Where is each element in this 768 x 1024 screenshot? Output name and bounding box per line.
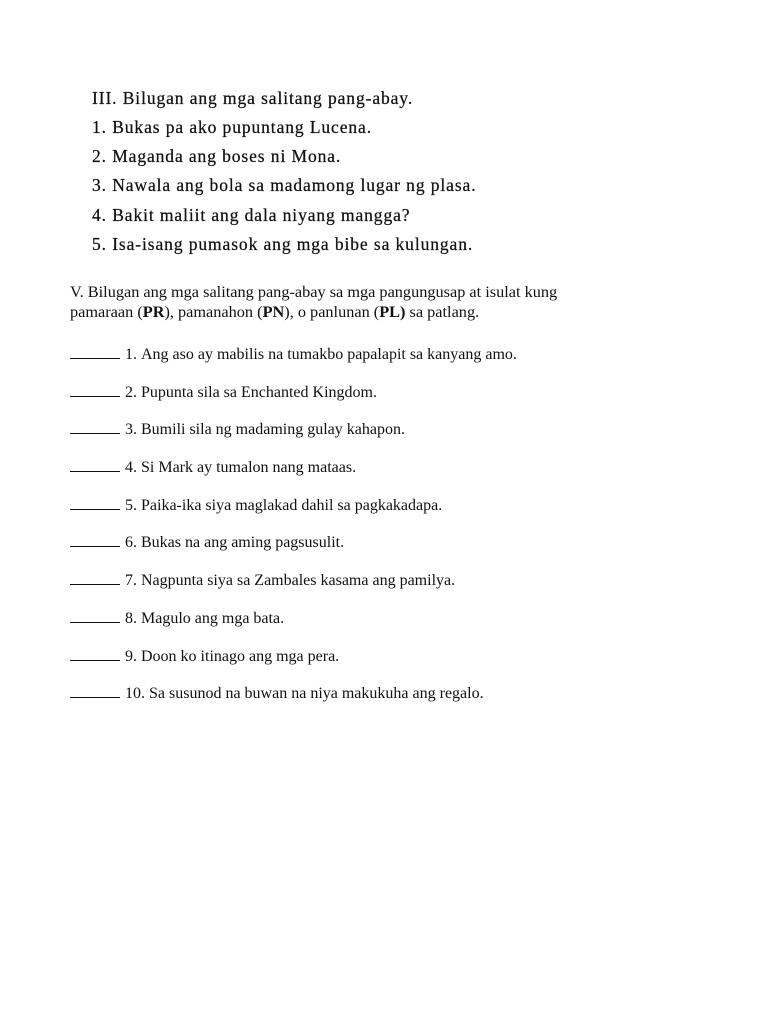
code-pl: PL) <box>379 301 406 321</box>
section-v-instruction <box>70 282 750 321</box>
section-iii-item: 1. Bukas pa ako pupuntang Lucena. <box>92 117 372 137</box>
section-v-item <box>70 562 750 600</box>
instruction-line-1: V. Bilugan ang mga salitang pang-abay sa mga pangungusap at isulat kung <box>70 282 558 301</box>
section-v-item <box>70 487 750 525</box>
answer-blank[interactable] <box>70 345 120 359</box>
code-pr: PR <box>142 301 165 321</box>
item-text: Paika-ika siya maglakad dahil sa pagkakadapa. <box>141 496 443 514</box>
instruction-text: ), o panlunan ( <box>284 301 380 321</box>
answer-blank[interactable] <box>70 458 120 472</box>
answer-blank[interactable] <box>70 684 120 698</box>
instruction-text: ), pamanahon ( <box>164 301 263 321</box>
item-number: 2. <box>125 383 137 401</box>
section-v-item <box>70 336 750 374</box>
answer-blank[interactable] <box>70 533 120 547</box>
item-number: 4. <box>125 459 137 477</box>
section-iii-item: 5. Isa-isang pumasok ang mga bibe sa kulungan. <box>92 233 474 254</box>
section-iii-item: 2. Maganda ang boses ni Mona. <box>92 146 342 167</box>
section-iii-title: III. Bilugan ang mga salitang pang-abay. <box>92 88 414 108</box>
item-text: Bumili sila ng madaming gulay kahapon. <box>141 421 405 439</box>
item-number: 1. <box>125 346 137 363</box>
section-iii <box>92 84 712 259</box>
answer-blank[interactable] <box>70 647 120 661</box>
item-number: 3. <box>125 421 137 439</box>
section-v-item <box>70 449 750 487</box>
section-v-item <box>70 675 750 713</box>
item-number: 7. <box>125 572 137 590</box>
section-v-list <box>70 336 750 713</box>
item-number: 10. <box>125 685 145 703</box>
answer-blank[interactable] <box>70 496 120 510</box>
section-v-item <box>70 524 750 562</box>
section-v <box>70 282 750 713</box>
instruction-text: pamaraan ( <box>70 301 143 321</box>
section-v-item <box>70 374 750 412</box>
instruction-text: sa patlang. <box>405 301 480 321</box>
item-text: Bukas na ang aming pagsusulit. <box>141 534 345 552</box>
code-pn: PN <box>262 301 285 321</box>
section-v-item <box>70 638 750 676</box>
item-text: Doon ko itinago ang mga pera. <box>141 647 340 665</box>
item-text: Sa susunod na buwan na niya makukuha ang regalo. <box>149 685 484 703</box>
item-number: 8. <box>125 609 137 627</box>
answer-blank[interactable] <box>70 383 120 397</box>
answer-blank[interactable] <box>70 571 120 585</box>
item-text: Magulo ang mga bata. <box>141 609 285 627</box>
item-text: Pupunta sila sa Enchanted Kingdom. <box>141 383 377 401</box>
item-number: 5. <box>125 496 137 514</box>
answer-blank[interactable] <box>70 420 120 434</box>
item-text: Si Mark ay tumalon nang mataas. <box>141 459 357 477</box>
section-v-item <box>70 411 750 449</box>
item-number: 6. <box>125 534 137 552</box>
answer-blank[interactable] <box>70 609 120 623</box>
section-iii-item: 3. Nawala ang bola sa madamong lugar ng plasa. <box>92 175 477 196</box>
item-number: 9. <box>125 647 137 665</box>
section-iii-list <box>92 113 712 259</box>
item-text: Nagpunta siya sa Zambales kasama ang pamilya. <box>141 572 456 590</box>
item-text: Ang aso ay mabilis na tumakbo papalapit sa kanyang amo. <box>141 346 517 363</box>
section-v-item <box>70 600 750 638</box>
section-iii-item: 4. Bakit maliit ang dala niyang mangga? <box>92 204 411 225</box>
